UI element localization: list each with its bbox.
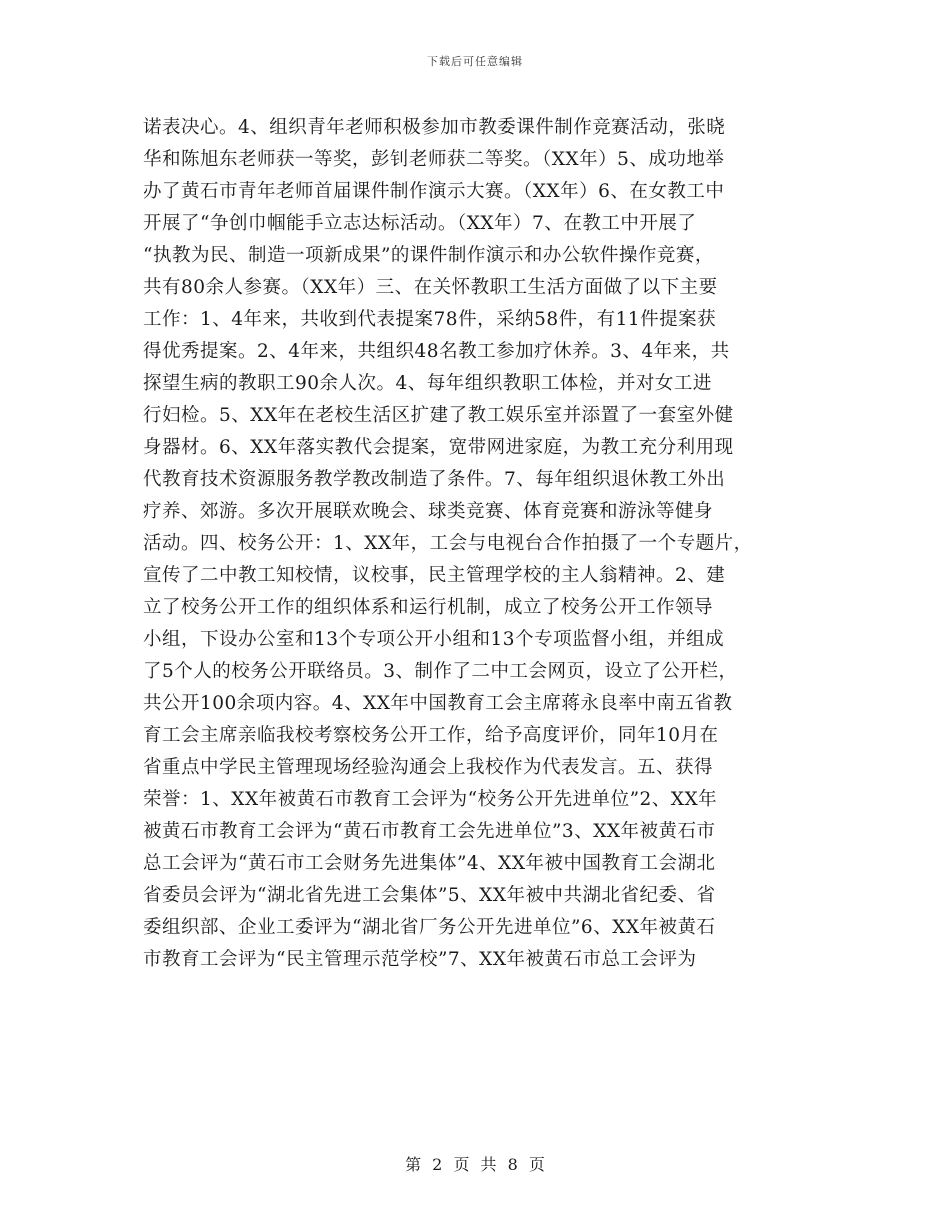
text-line-17: 小组，下设办公室和13个专项公开小组和13个专项监督小组，并组成 — [143, 629, 725, 650]
text-line-19: 共公开100余项内容。4、XX年中国教育工会主席蒋永良率中南五省教 — [143, 693, 733, 714]
text-line-21: 省重点中学民主管理现场经验沟通会上我校作为代表发言。五、获得 — [143, 757, 714, 778]
text-line-3: 办了黄石市青年老师首届课件制作演示大赛。（XX年）6、在女教工中 — [143, 181, 725, 202]
text-line-27: 市教育工会评为“民主管理示范学校”7、XX年被黄石市总工会评为 — [143, 949, 697, 970]
text-line-11: 身器材。6、XX年落实教代会提案，宽带网进家庭，为教工充分利用现 — [143, 437, 734, 458]
text-line-20: 育工会主席亲临我校考察校务公开工作，给予高度评价，同年10月在 — [143, 725, 719, 746]
text-line-8: 得优秀提案。2、4年来，共组织48名教工参加疗休养。3、4年来，共 — [143, 341, 730, 362]
text-line-14: 活动。四、校务公开：1、XX年，工会与电视台合作拍摄了一个专题片， — [143, 533, 753, 554]
text-line-18: 了5个人的校务公开联络员。3、制作了二中工会网页，设立了公开栏， — [143, 661, 738, 682]
text-line-12: 代教育技术资源服务教学教改制造了条件。7、每年组织退休教工外出 — [143, 469, 726, 490]
text-line-25: 省委员会评为“湖北省先进工会集体”5、XX年被中共湖北省纪委、省 — [143, 885, 716, 906]
text-line-6: 共有80余人参赛。（XX年）三、在关怀教职工生活方面做了以下主要 — [143, 277, 718, 298]
text-line-13: 疗养、郊游。多次开展联欢晚会、球类竞赛、体育竞赛和游泳等健身 — [143, 501, 714, 522]
page-number-footer: 第 2 页 共 8 页 — [405, 1155, 545, 1174]
text-line-7: 工作：1、4年来，共收到代表提案78件，采纳58件，有11件提案获 — [143, 309, 717, 330]
text-line-4: 开展了“争创巾帼能手立志达标活动。（XX年）7、在教工中开展了 — [143, 213, 697, 234]
text-line-23: 被黄石市教育工会评为“黄石市教育工会先进单位”3、XX年被黄石市 — [143, 821, 716, 842]
text-line-2: 华和陈旭东老师获一等奖，彭钊老师获二等奖。（XX年）5、成功地举 — [143, 149, 725, 170]
text-line-10: 行妇检。5、XX年在老校生活区扩建了教工娱乐室并添置了一套室外健 — [143, 405, 734, 426]
page-header-note: 下载后可任意编辑 — [427, 55, 523, 68]
text-line-5: “执教为民、制造一项新成果”的课件制作演示和办公软件操作竞赛， — [143, 245, 714, 266]
body-text — [143, 112, 813, 976]
text-line-26: 委组织部、企业工委评为“湖北省厂务公开先进单位”6、XX年被黄石 — [143, 917, 716, 938]
text-line-24: 总工会评为“黄石市工会财务先进集体”4、XX年被中国教育工会湖北 — [143, 853, 716, 874]
text-line-1: 诺表决心。4、组织青年老师积极参加市教委课件制作竞赛活动，张晓 — [143, 117, 726, 138]
text-line-22: 荣誉：1、XX年被黄石市教育工会评为“校务公开先进单位”2、XX年 — [143, 789, 718, 810]
text-line-15: 宣传了二中教工知校情，议校事，民主管理学校的主人翁精神。2、建 — [143, 565, 726, 586]
text-line-9: 探望生病的教职工90余人次。4、每年组织教职工体检，并对女工进 — [143, 373, 712, 394]
text-line-16: 立了校务公开工作的组织体系和运行机制，成立了校务公开工作领导 — [143, 597, 714, 618]
